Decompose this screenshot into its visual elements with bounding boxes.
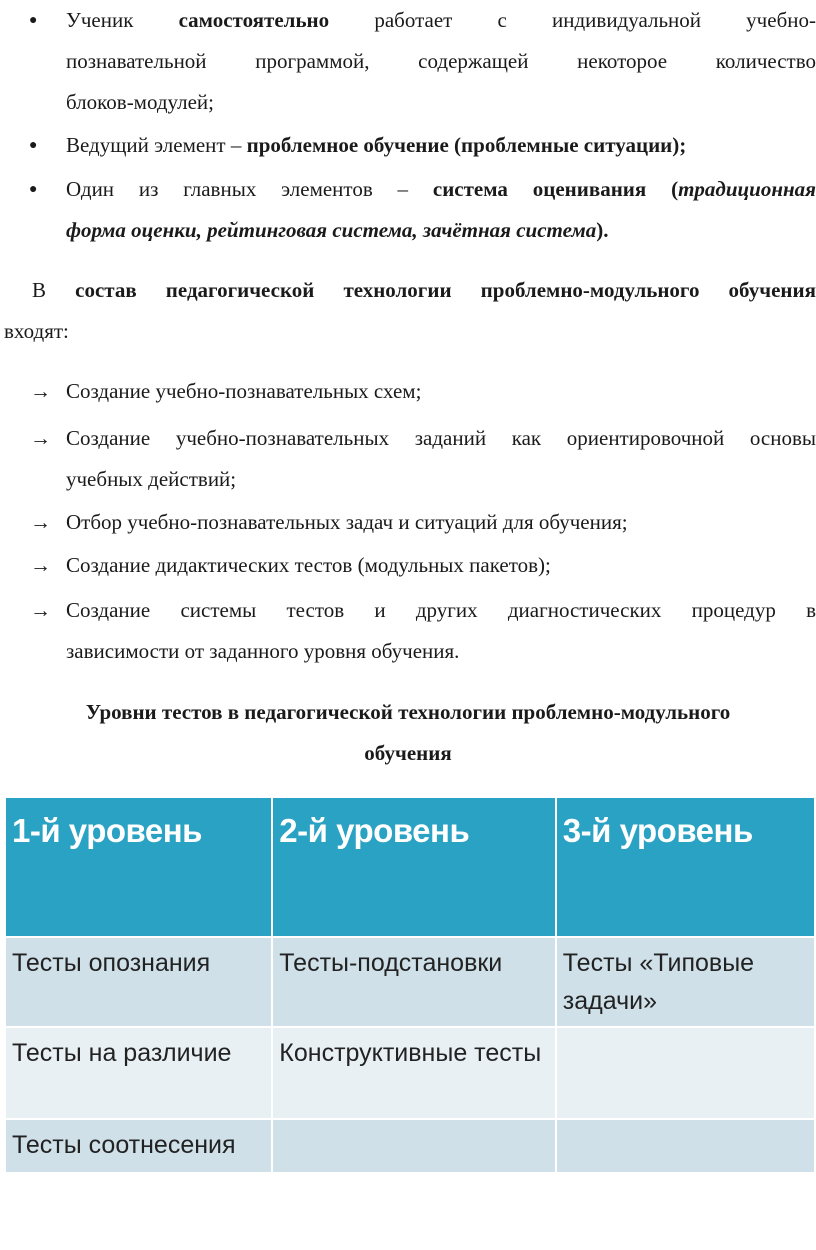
table-cell: Тесты на различие: [5, 1027, 272, 1119]
levels-table: [4, 796, 816, 1174]
table-row: [5, 1119, 815, 1173]
header-cell-level-1: 1-й уровень: [5, 797, 272, 937]
right-arrow-icon: →: [30, 510, 51, 534]
table-cell: Тесты «Типовые задачи»: [556, 937, 815, 1027]
bullet-dot-icon: ●: [29, 13, 38, 28]
arrow-list-item: → Создание учебно-познавательных заданий как ориентировочной основы учебных действий;: [66, 418, 816, 500]
composition-paragraph: [4, 270, 816, 352]
bullet-line: блоков-модулей;: [66, 90, 215, 114]
paragraph-line: входят:: [4, 319, 69, 343]
table-cell: [272, 1119, 556, 1173]
table-cell: Тесты опознания: [5, 937, 272, 1027]
bullet-item-assessment: [29, 169, 816, 251]
table-header-row: [5, 797, 815, 937]
bullet-line: форма оценки, рейтинговая система, зачётная система).: [66, 218, 609, 242]
table-cell: Тесты-подстановки: [272, 937, 556, 1027]
table-row: [5, 937, 815, 1027]
arrow-list-item: → Создание системы тестов и других диагностических процедур в зависимости от заданного уровня обучения.: [66, 590, 816, 672]
bullet-item-self-study: [29, 0, 816, 123]
bullet-item-leading-element: ● Ведущий элемент – проблемное обучение (проблемные ситуации);: [66, 125, 816, 166]
arrow-list-item: → Создание дидактических тестов (модульных пакетов);: [66, 545, 816, 586]
bullet-dot-icon: ●: [29, 138, 38, 153]
arrow-list-item: → Отбор учебно-познавательных задач и ситуаций для обучения;: [66, 502, 816, 543]
bullet-dot-icon: ●: [29, 182, 38, 197]
arrow-list-item: → Создание учебно-познавательных схем;: [66, 371, 816, 412]
right-arrow-icon: →: [30, 598, 51, 622]
table-cell: Конструктивные тесты: [272, 1027, 556, 1119]
bullet-line: Ученик самостоятельно работает с индивидуальной учебно-: [66, 8, 816, 32]
header-cell-level-3: 3-й уровень: [556, 797, 815, 937]
table-row: [5, 1027, 815, 1119]
paragraph-line: В состав педагогической технологии проблемно-модульного обучения: [32, 278, 816, 302]
bullet-line: познавательной программой, содержащей некоторое количество: [66, 49, 816, 73]
right-arrow-icon: →: [30, 426, 51, 450]
bullet-line: Один из главных элементов – система оценивания (традиционная: [66, 177, 816, 201]
table-cell: [556, 1027, 815, 1119]
right-arrow-icon: →: [30, 379, 51, 403]
table-title: Уровни тестов в педагогической технологии проблемно-модульного обучения: [85, 700, 731, 765]
header-cell-level-2: 2-й уровень: [272, 797, 556, 937]
right-arrow-icon: →: [30, 553, 51, 577]
table-cell: [556, 1119, 815, 1173]
table-cell: Тесты соотнесения: [5, 1119, 272, 1173]
